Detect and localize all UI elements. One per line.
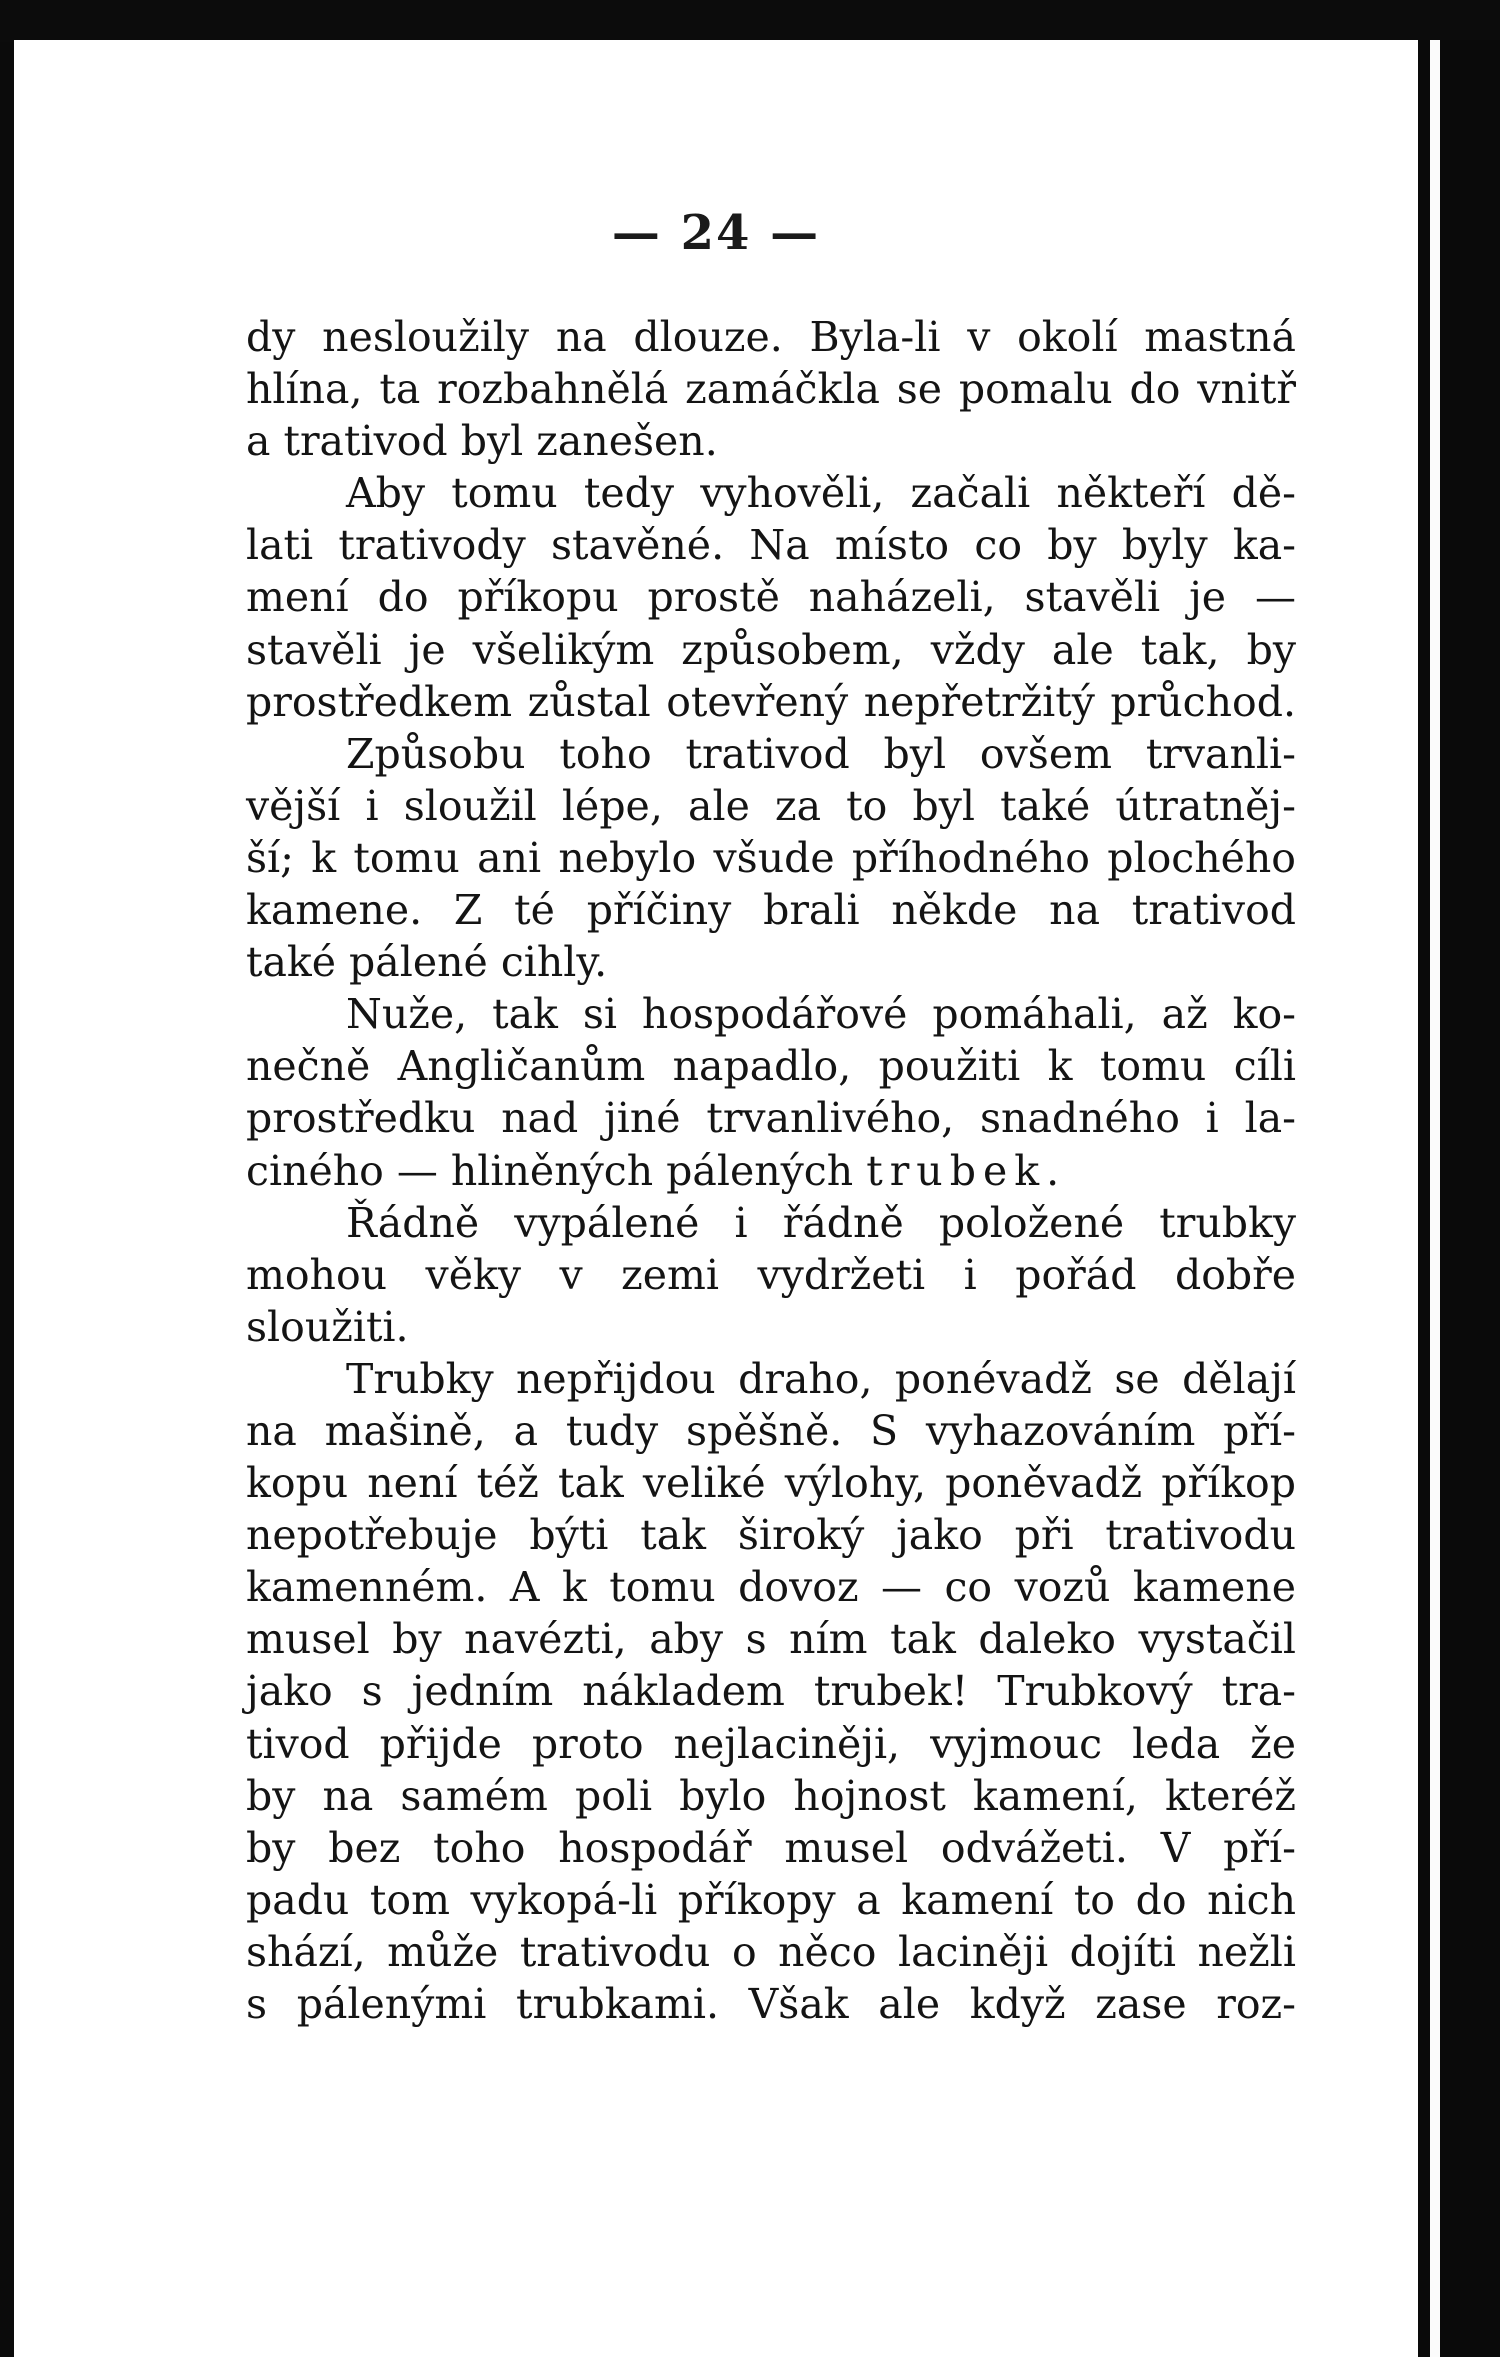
text-line <box>246 1092 1296 1144</box>
text-line-content: Nuže, tak si hospodářové pomáhali, až ko- <box>346 990 1296 1039</box>
text-line <box>246 1457 1296 1509</box>
adjacent-page-edge <box>1430 40 1440 2357</box>
text-line <box>246 1718 1296 1770</box>
text-line <box>246 1926 1296 1978</box>
text-line-content: a trativod byl zanešen. <box>246 417 718 466</box>
text-line <box>246 1874 1296 1926</box>
text-line <box>246 1665 1296 1717</box>
text-line <box>246 1405 1296 1457</box>
scan-border-top <box>0 0 1500 42</box>
text-line-content: Řádně vypálené i řádně položené trubky <box>346 1198 1296 1247</box>
text-line-content: kopu není též tak veliké výlohy, poněvadž příkop <box>246 1459 1296 1508</box>
text-line-content: mení do příkopu prostě naházeli, stavěli je — <box>246 573 1296 622</box>
text-line-content: prostředkem zůstal otevřený nepřetržitý průchod. <box>246 677 1296 726</box>
text-line-content: by na samém poli bylo hojnost kamení, kteréž <box>246 1771 1296 1820</box>
text-line-content: sloužiti. <box>246 1302 409 1351</box>
text-line-content: shází, může trativodu o něco laciněji dojíti nežli <box>246 1927 1296 1976</box>
book-page <box>14 40 1418 2357</box>
text-line <box>246 1301 1296 1353</box>
text-line <box>246 728 1296 780</box>
text-line <box>246 936 1296 988</box>
text-line-content: na mašině, a tudy spěšně. S vyhazováním pří- <box>246 1406 1296 1455</box>
text-line <box>246 467 1296 519</box>
text-line-content: ciného — hliněných pálených <box>246 1146 854 1195</box>
text-line <box>246 1145 1296 1197</box>
text-line <box>246 1040 1296 1092</box>
text-line <box>246 519 1296 571</box>
text-line <box>246 1249 1296 1301</box>
text-line-content: také pálené cihly. <box>246 938 608 987</box>
text-line <box>246 1613 1296 1665</box>
text-line-content: kamenném. A k tomu dovoz — co vozů kamene <box>246 1563 1296 1612</box>
emphasized-word: trubek. <box>866 1146 1067 1195</box>
page-number: — 24 — <box>611 205 821 261</box>
text-line-content: prostředku nad jiné trvanlivého, snadného i la- <box>246 1094 1296 1143</box>
text-line-content: ší; k tomu ani nebylo všude příhodného plochého <box>246 833 1296 882</box>
text-line-content: mohou věky v zemi vydržeti i pořád dobře <box>246 1250 1296 1299</box>
text-line-content: nepotřebuje býti tak široký jako při trativodu <box>246 1511 1296 1560</box>
text-line-content: musel by navézti, aby s ním tak daleko vystačil <box>246 1615 1296 1664</box>
text-line-content: lati trativody stavěné. Na místo co by byly ka- <box>246 521 1296 570</box>
text-line <box>246 1822 1296 1874</box>
text-line <box>246 676 1296 728</box>
text-line-content: nečně Angličanům napadlo, použiti k tomu cíli <box>246 1042 1296 1091</box>
text-line <box>246 832 1296 884</box>
text-line <box>246 1353 1296 1405</box>
text-line <box>246 884 1296 936</box>
text-line <box>246 311 1296 363</box>
text-line-content: jako s jedním nákladem trubek! Trubkový tra- <box>246 1667 1296 1716</box>
text-line <box>246 988 1296 1040</box>
text-line-content: stavěli je všelikým způsobem, vždy ale tak, by <box>246 625 1296 674</box>
text-line-content: Způsobu toho trativod byl ovšem trvanli- <box>346 729 1296 778</box>
text-line-content: hlína, ta rozbahnělá zamáčkla se pomalu do vnitř <box>246 365 1296 414</box>
text-line-content: Aby tomu tedy vyhověli, začali někteří dě- <box>346 469 1296 518</box>
text-line <box>246 1197 1296 1249</box>
text-line-content: kamene. Z té příčiny brali někde na trativod <box>246 886 1296 935</box>
text-line-content: padu tom vykopá-li příkopy a kamení to do nich <box>246 1875 1296 1924</box>
text-line-content: s pálenými trubkami. Však ale když zase roz- <box>246 1980 1296 2028</box>
text-line <box>246 571 1296 623</box>
text-line <box>246 1770 1296 1822</box>
text-line <box>246 1978 1296 2030</box>
body-text <box>246 311 1296 2030</box>
text-line-content: tivod přijde proto nejlaciněji, vyjmouc leda že <box>246 1719 1296 1768</box>
text-line-content: vější i sloužil lépe, ale za to byl také útratněj- <box>246 781 1296 830</box>
text-line-content: by bez toho hospodář musel odvážeti. V pří- <box>246 1823 1296 1872</box>
text-line <box>246 1561 1296 1613</box>
text-line-content: dy nesloužily na dlouze. Byla-li v okolí mastná <box>246 313 1296 361</box>
text-line <box>246 415 1296 467</box>
text-line <box>246 1509 1296 1561</box>
text-line <box>246 363 1296 415</box>
text-line <box>246 780 1296 832</box>
text-line <box>246 624 1296 676</box>
text-line-content: Trubky nepřijdou draho, ponévadž se dělají <box>346 1354 1296 1403</box>
